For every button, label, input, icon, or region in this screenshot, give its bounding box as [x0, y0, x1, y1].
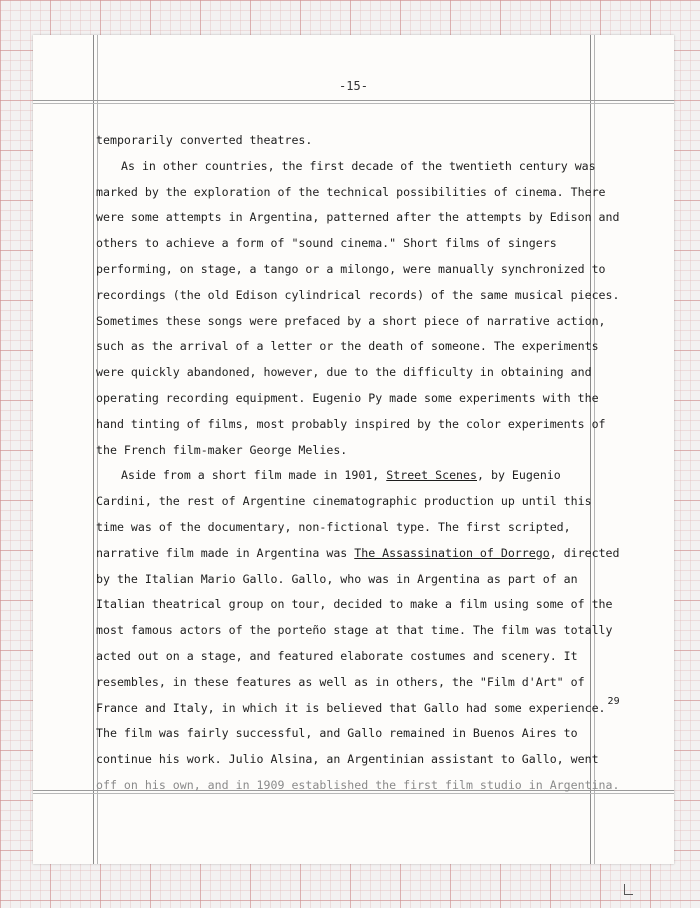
- body-text: [96, 128, 620, 799]
- text-line: [96, 592, 613, 618]
- text-segment: performing, on stage, a tango or a milongo, were manually synchronized to: [96, 261, 606, 276]
- text-segment: France and Italy, in which it is believed that Gallo had some experience.: [96, 700, 606, 715]
- text-line: [96, 231, 596, 257]
- film-title: Street Scenes: [386, 468, 477, 483]
- text-segment: were some attempts in Argentina, patterned after the attempts by Edison and: [96, 210, 620, 225]
- top-margin-rule-inner: [33, 103, 674, 104]
- text-segment: marked by the exploration of the technical possibilities of cinema. There: [96, 184, 606, 199]
- text-line: [96, 721, 596, 747]
- text-line: [96, 489, 596, 515]
- text-line: [96, 154, 596, 180]
- corner-mark-icon: [624, 884, 633, 895]
- text-line: [96, 205, 620, 231]
- text-segment: , by Eugenio: [477, 468, 561, 483]
- text-line: [96, 334, 599, 360]
- text-segment: Cardini, the rest of Argentine cinematographic production up until this: [96, 494, 592, 509]
- text-segment: continue his work. Julio Alsina, an Argentinian assistant to Gallo, went: [96, 752, 599, 767]
- footnote-marker: 29: [607, 695, 620, 707]
- text-segment: time was of the documentary, non-fictional type. The first scripted,: [96, 519, 571, 534]
- text-segment: Sometimes these songs were prefaced by a short piece of narrative action,: [96, 313, 606, 328]
- text-segment: the French film-maker George Melies.: [96, 442, 348, 457]
- text-segment: Italian theatrical group on tour, decided to make a film using some of the: [96, 597, 613, 612]
- text-segment: Aside from a short film made in 1901,: [121, 468, 387, 483]
- text-line: [96, 773, 620, 799]
- text-segment: most famous actors of the porteño stage at that time. The film was totally: [96, 623, 613, 638]
- text-segment: , directed: [549, 545, 620, 560]
- text-segment: narrative film made in Argentina was: [96, 545, 355, 560]
- film-title: The Assassination of Dorrego: [354, 545, 550, 560]
- text-segment: recordings (the old Edison cylindrical records) of the same musical pieces.: [96, 287, 620, 302]
- text-segment: As in other countries, the first decade of the twentieth century was: [121, 158, 596, 173]
- text-line: [96, 463, 596, 489]
- text-line: [96, 309, 606, 335]
- text-segment: operating recording equipment. Eugenio Py made some experiments with the: [96, 390, 599, 405]
- text-line: [96, 618, 613, 644]
- text-segment: temporarily converted theatres.: [96, 133, 313, 147]
- text-segment: acted out on a stage, and featured elaborate costumes and scenery. It: [96, 648, 578, 663]
- page-number: -15-: [339, 79, 368, 93]
- document-page: [33, 35, 674, 864]
- text-segment: such as the arrival of a letter or the death of someone. The experiments: [96, 339, 599, 354]
- text-line: [96, 412, 606, 438]
- text-segment: others to achieve a form of "sound cinema." Short films of singers: [96, 236, 557, 251]
- text-segment: The film was fairly successful, and Gallo remained in Buenos Aires to: [96, 726, 578, 741]
- text-line: [96, 567, 596, 593]
- text-segment: off on his own, and in 1909 established the first film studio in Argentina.: [96, 777, 620, 792]
- text-line: [96, 128, 596, 154]
- text-segment: by the Italian Mario Gallo. Gallo, who was in Argentina as part of an: [96, 571, 578, 586]
- text-line: [96, 670, 596, 696]
- text-line: [96, 515, 596, 541]
- text-segment: hand tinting of films, most probably inspired by the color experiments of: [96, 416, 606, 431]
- text-line: [96, 644, 596, 670]
- top-margin-rule: [33, 100, 674, 101]
- left-margin-rule: [93, 35, 94, 864]
- text-line: [96, 257, 606, 283]
- text-line: [96, 747, 599, 773]
- text-line: [96, 695, 620, 722]
- text-line: [96, 438, 596, 464]
- text-line: [96, 283, 620, 309]
- text-segment: were quickly abandoned, however, due to the difficulty in obtaining and: [96, 365, 592, 380]
- text-line: [96, 386, 599, 412]
- text-segment: resembles, in these features as well as in others, the "Film d'Art" of: [96, 674, 585, 689]
- text-line: [96, 360, 596, 386]
- text-line: [96, 180, 606, 206]
- text-line: [96, 541, 620, 567]
